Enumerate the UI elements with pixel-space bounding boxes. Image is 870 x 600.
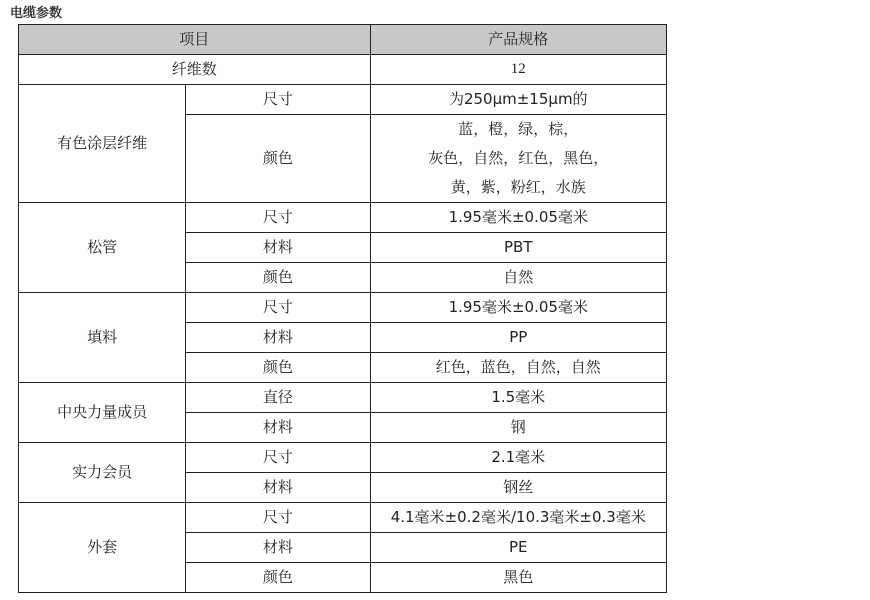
jacket-size-label: 尺寸 bbox=[186, 503, 370, 533]
jacket-label: 外套 bbox=[19, 503, 186, 593]
loose-tube-size-value: 1.95毫米±0.05毫米 bbox=[370, 203, 666, 233]
strength-member-size-label: 尺寸 bbox=[186, 443, 370, 473]
cable-spec-table bbox=[18, 24, 667, 593]
color-line: 灰色，自然，红色，黑色， bbox=[428, 149, 609, 167]
loose-tube-material-value: PBT bbox=[370, 233, 666, 263]
loose-tube-material-label: 材料 bbox=[186, 233, 370, 263]
filler-material-value: PP bbox=[370, 323, 666, 353]
strength-member-size-value: 2.1毫米 bbox=[370, 443, 666, 473]
central-strength-diameter-value: 1.5毫米 bbox=[370, 383, 666, 413]
central-strength-material-value: 钢 bbox=[370, 413, 666, 443]
loose-tube-color-value: 自然 bbox=[370, 263, 666, 293]
table-row bbox=[19, 293, 667, 323]
fiber-count-value: 12 bbox=[370, 55, 666, 85]
jacket-color-label: 颜色 bbox=[186, 563, 370, 593]
fiber-count-label: 纤维数 bbox=[19, 55, 371, 85]
color-line: 黄，紫，粉红，水族 bbox=[450, 178, 586, 196]
loose-tube-label: 松管 bbox=[19, 203, 186, 293]
header-spec: 产品规格 bbox=[370, 25, 666, 55]
strength-member-material-label: 材料 bbox=[186, 473, 370, 503]
table-row bbox=[19, 503, 667, 533]
filler-size-label: 尺寸 bbox=[186, 293, 370, 323]
colored-fiber-color-label: 颜色 bbox=[186, 115, 370, 203]
table-row bbox=[19, 443, 667, 473]
filler-label: 填料 bbox=[19, 293, 186, 383]
central-strength-label: 中央力量成员 bbox=[19, 383, 186, 443]
filler-material-label: 材料 bbox=[186, 323, 370, 353]
filler-color-value: 红色，蓝色，自然，自然 bbox=[370, 353, 666, 383]
strength-member-label: 实力会员 bbox=[19, 443, 186, 503]
table-header-row bbox=[19, 25, 667, 55]
loose-tube-size-label: 尺寸 bbox=[186, 203, 370, 233]
header-item: 项目 bbox=[19, 25, 371, 55]
central-strength-material-label: 材料 bbox=[186, 413, 370, 443]
colored-fiber-size-value: 为250μm±15μm的 bbox=[370, 85, 666, 115]
loose-tube-color-label: 颜色 bbox=[186, 263, 370, 293]
jacket-material-label: 材料 bbox=[186, 533, 370, 563]
filler-size-value: 1.95毫米±0.05毫米 bbox=[370, 293, 666, 323]
table-row bbox=[19, 85, 667, 115]
jacket-material-value: PE bbox=[370, 533, 666, 563]
table-row bbox=[19, 55, 667, 85]
colored-fiber-size-label: 尺寸 bbox=[186, 85, 370, 115]
table-row bbox=[19, 203, 667, 233]
central-strength-diameter-label: 直径 bbox=[186, 383, 370, 413]
colored-fiber-label: 有色涂层纤维 bbox=[19, 85, 186, 203]
page-title: 电缆参数 bbox=[10, 6, 63, 21]
jacket-size-value: 4.1毫米±0.2毫米/10.3毫米±0.3毫米 bbox=[370, 503, 666, 533]
strength-member-material-value: 钢丝 bbox=[370, 473, 666, 503]
jacket-color-value: 黑色 bbox=[370, 563, 666, 593]
color-line: 蓝，橙，绿，棕， bbox=[458, 120, 579, 138]
colored-fiber-color-value bbox=[370, 115, 666, 203]
table-row bbox=[19, 383, 667, 413]
filler-color-label: 颜色 bbox=[186, 353, 370, 383]
